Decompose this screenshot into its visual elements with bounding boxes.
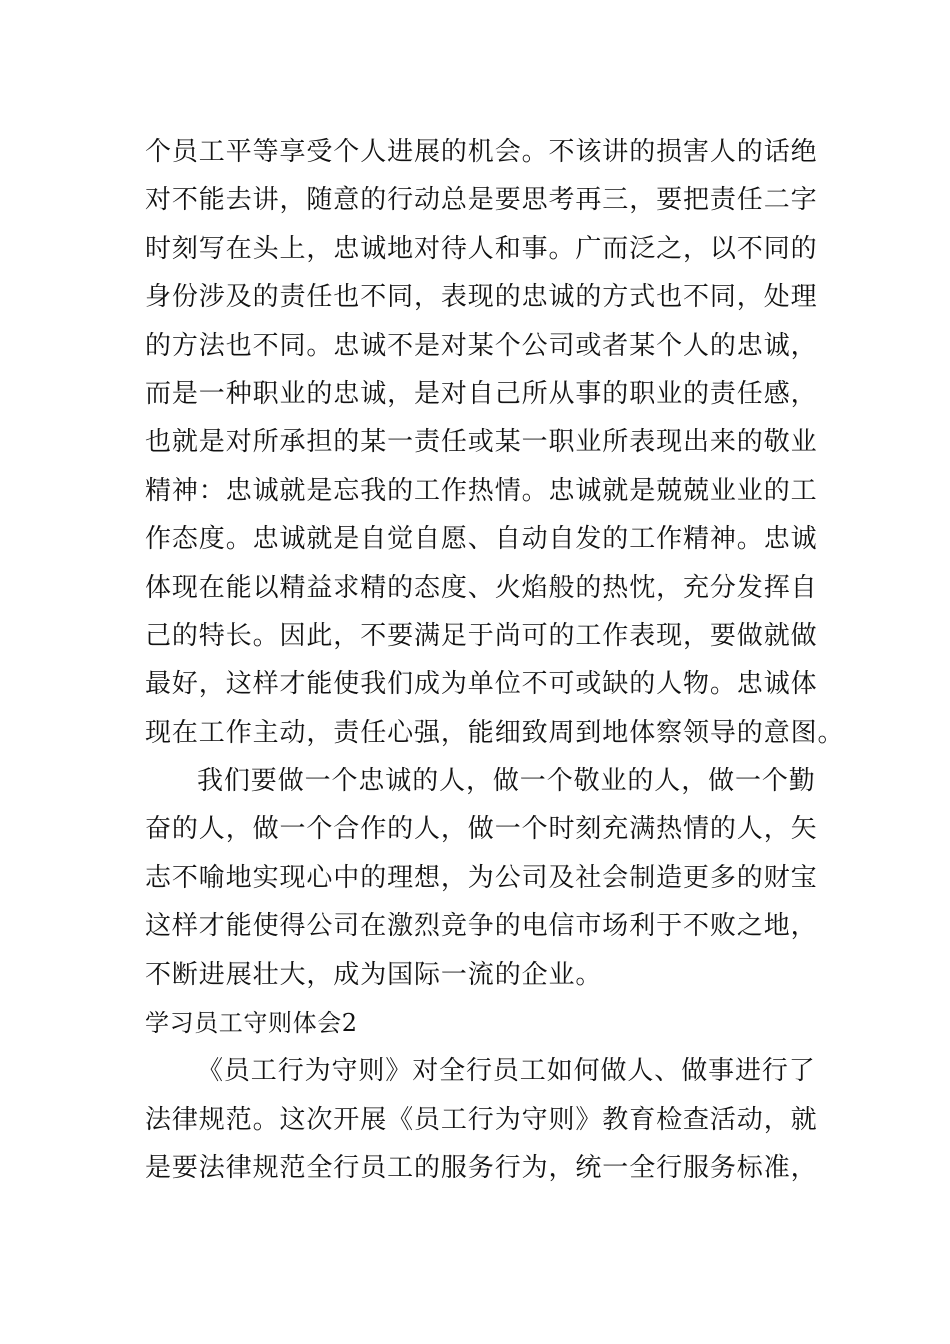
text-line: 精神：忠诚就是忘我的工作热情。忠诚就是兢兢业业的工: [145, 475, 818, 506]
text-line: 《员工行为守则》对全行员工如何做人、做事进行了: [197, 1056, 816, 1087]
text-line: 最好，这样才能使我们成为单位不可或缺的人物。忠诚体: [145, 669, 818, 700]
text-line: 时刻写在头上，忠诚地对待人和事。广而泛之，以不同的: [145, 233, 818, 264]
text-line: 这样才能使得公司在激烈竞争的电信市场利于不败之地，: [145, 911, 818, 942]
text-line: 体现在能以精益求精的态度、火焰般的热忱，充分发挥自: [145, 572, 818, 603]
text-line: 己的特长。因此，不要满足于尚可的工作表现，要做就做: [145, 620, 818, 651]
text-line: 的方法也不同。忠诚不是对某个公司或者某个人的忠诚，: [145, 330, 818, 361]
text-line: 个员工平等享受个人进展的机会。不该讲的损害人的话绝: [145, 137, 818, 167]
text-line: 志不喻地实现心中的理想，为公司及社会制造更多的财宝: [145, 862, 818, 893]
section-heading: 学习员工守则体会2: [145, 1009, 358, 1038]
paragraph-loyalty: [145, 128, 845, 757]
text-line: 是要法律规范全行员工的服务行为，统一全行服务标准，: [145, 1153, 818, 1184]
text-line: 对不能去讲，随意的行动总是要思考再三，要把责任二字: [145, 185, 818, 216]
text-line: 也就是对所承担的某一责任或某一职业所表现出来的敬业: [145, 427, 818, 458]
text-line: 我们要做一个忠诚的人，做一个敬业的人，做一个勤: [197, 766, 816, 797]
text-line: 身份涉及的责任也不同，表现的忠诚的方式也不同，处理: [145, 282, 818, 313]
text-line: 不断进展壮大，成为国际一流的企业。: [145, 959, 603, 990]
text-line: 现在工作主动，责任心强，能细致周到地体察领导的意图。: [145, 717, 845, 748]
text-line: 奋的人，做一个合作的人，做一个时刻充满热情的人，矢: [145, 814, 818, 845]
paragraph-aspiration: [145, 757, 818, 999]
paragraph-code-of-conduct: [145, 1047, 818, 1192]
document-page: [145, 128, 845, 1193]
text-line: 而是一种职业的忠诚，是对自己所从事的职业的责任感，: [145, 378, 818, 409]
text-line: 法律规范。这次开展《员工行为守则》教育检查活动，就: [145, 1104, 818, 1135]
text-line: 作态度。忠诚就是自觉自愿、自动自发的工作精神。忠诚: [145, 524, 818, 555]
